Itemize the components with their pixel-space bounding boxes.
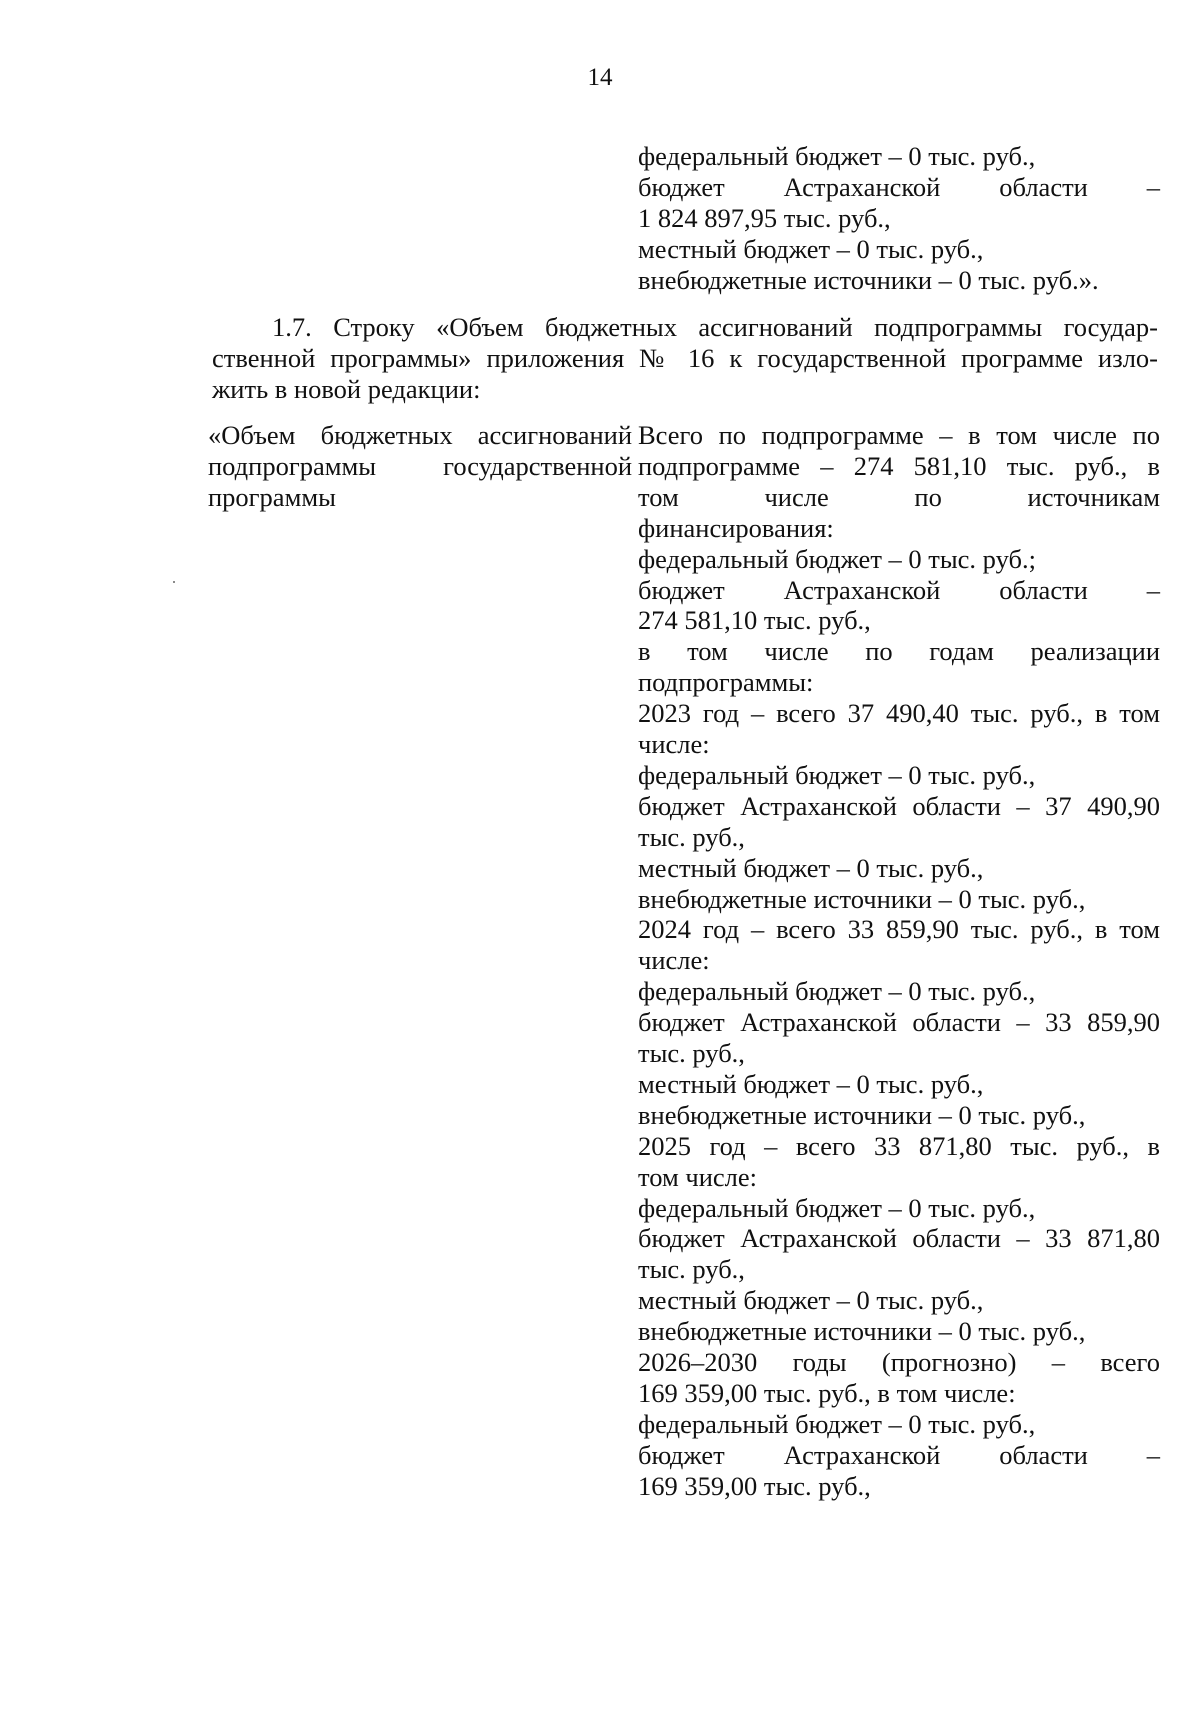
table-right-line-34: бюджет Астраханской области – [638,1439,1160,1470]
table-right-line-6: бюджет Астраханской области – [638,574,1160,605]
page-number: 14 [587,64,613,91]
table-right-line-20: бюджет Астраханской области – 33 859,90 [638,1007,1160,1038]
table-right-line-21: тыс. руб., [638,1038,745,1068]
top-block-line-5: внебюджетные источники – 0 тыс. руб.». [638,265,1099,295]
table-right-line-9: подпрограммы: [638,667,814,698]
table-right-line-16: внебюджетные источники – 0 тыс. руб., [638,883,1086,914]
table-left-label-line-1: «Объем бюджетных ассигнований [208,420,632,450]
table-right-line-1: Всего по подпрограмме – в том числе по [638,420,1160,450]
table-right-line-8: в том числе по годам реализации [638,636,1160,667]
table-right-line-24: 2025 год – всего 33 871,80 тыс. руб., в [638,1130,1160,1161]
table-right-line-32: 169 359,00 тыс. руб., в том числе: [638,1377,1016,1408]
top-block-line-4: местный бюджет – 0 тыс. руб., [638,234,984,264]
table-right-line-25: том числе: [638,1161,757,1192]
top-block-line-2: бюджет Астраханской области – [638,172,1160,202]
table-right-line-2: подпрограмме – 274 581,10 тыс. руб., в [638,450,1160,481]
paragraph-line-1: 1.7. Строку «Объем бюджетных ассигнований подпрограммы государ- [272,312,1158,342]
table-right-line-33: федеральный бюджет – 0 тыс. руб., [638,1408,1036,1439]
paragraph-line-2: ственной программы» приложения № 16 к государственной программе изло- [212,343,1158,373]
table-right-line-23: внебюджетные источники – 0 тыс. руб., [638,1099,1086,1130]
paragraph-line-3: жить в новой редакции: [212,374,481,404]
table-right-line-29: местный бюджет – 0 тыс. руб., [638,1285,984,1316]
table-right-line-7: 274 581,10 тыс. руб., [638,605,871,636]
table-right-line-5: федеральный бюджет – 0 тыс. руб.; [638,543,1036,574]
table-right-line-26: федеральный бюджет – 0 тыс. руб., [638,1192,1036,1223]
top-block-line-3: 1 824 897,95 тыс. руб., [638,203,891,233]
table-right-line-14: тыс. руб., [638,821,745,852]
table-right-line-19: федеральный бюджет – 0 тыс. руб., [638,976,1036,1007]
table-right-line-4: финансирования: [638,512,834,543]
table-left-label-line-2: подпрограммы государственной [208,451,632,481]
table-right-line-31: 2026–2030 годы (прогнозно) – всего [638,1347,1160,1377]
table-right-line-12: федеральный бюджет – 0 тыс. руб., [638,759,1036,790]
table-right-line-22: местный бюджет – 0 тыс. руб., [638,1068,984,1099]
table-right-line-17: 2024 год – всего 33 859,90 тыс. руб., в том [638,914,1160,945]
table-right-line-18: числе: [638,945,710,976]
table-right-line-28: тыс. руб., [638,1254,745,1285]
scan-speck [173,581,175,583]
table-right-line-30: внебюджетные источники – 0 тыс. руб., [638,1316,1086,1347]
table-right-line-15: местный бюджет – 0 тыс. руб., [638,852,984,883]
table-left-label-line-3: программы [208,482,336,512]
table-right-line-35: 169 359,00 тыс. руб., [638,1470,871,1501]
table-right-line-13: бюджет Астраханской области – 37 490,90 [638,790,1160,821]
top-block-line-1: федеральный бюджет – 0 тыс. руб., [638,141,1036,171]
table-right-line-3: том числе по источникам [638,481,1160,512]
table-right-line-11: числе: [638,729,710,759]
table-right-line-10: 2023 год – всего 37 490,40 тыс. руб., в том [638,698,1160,729]
table-right-line-27: бюджет Астраханской области – 33 871,80 [638,1223,1160,1254]
